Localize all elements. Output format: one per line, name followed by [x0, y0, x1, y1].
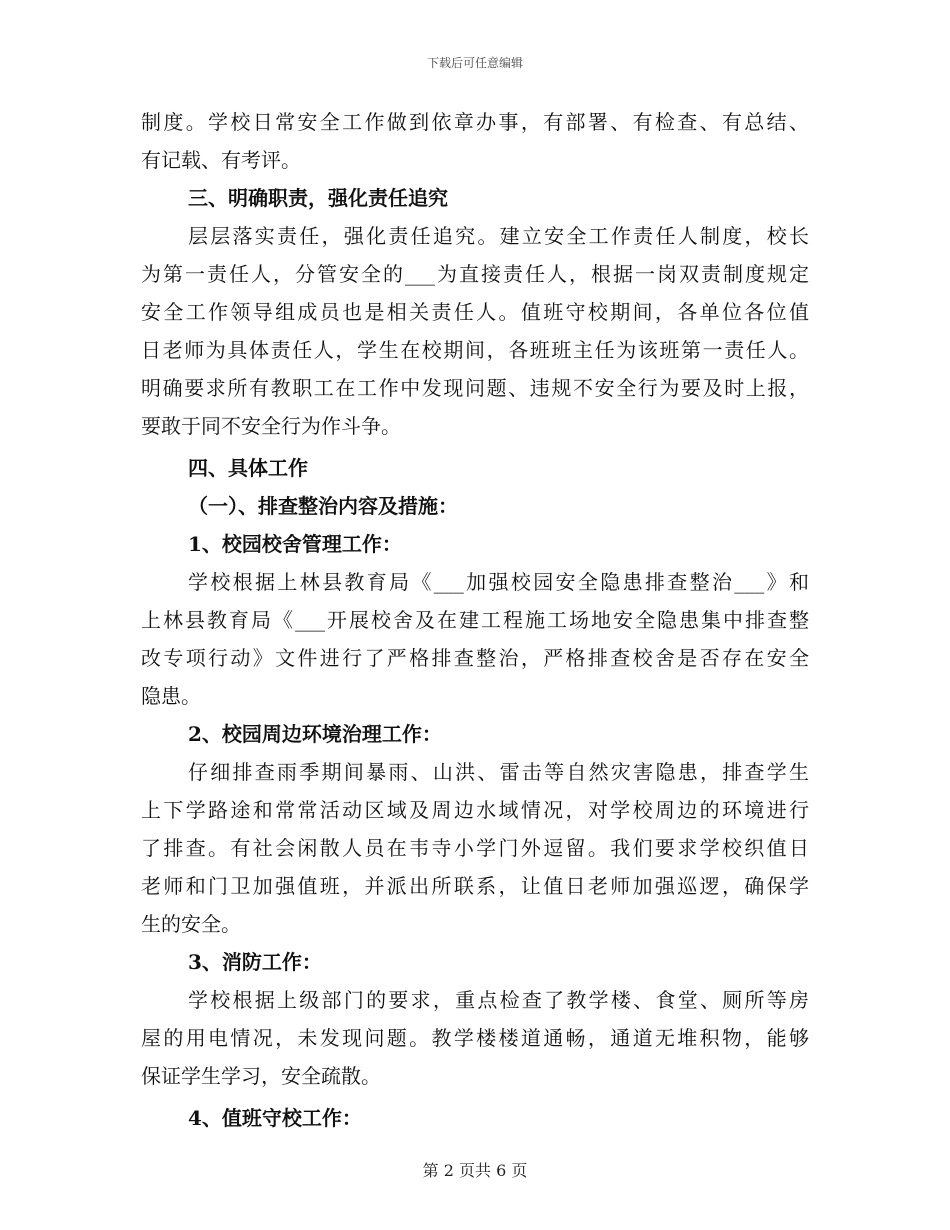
paragraph-line: 上林县教育局《___开展校舍及在建工程施工场地安全隐患集中排查整: [141, 608, 809, 632]
paragraph-line: 隐患。: [141, 684, 201, 708]
paragraph-line: 保证学生学习，安全疏散。: [141, 1064, 381, 1088]
paragraph-line: 制度。学校日常安全工作做到依章办事，有部署、有检查、有总结、: [141, 110, 809, 134]
item-heading: 2、校园周边环境治理工作：: [188, 722, 442, 746]
paragraph-line: 明确要求所有教职工在工作中发现问题、违规不安全行为要及时上报，: [141, 376, 809, 400]
item-heading: 1、校园校舍管理工作：: [188, 532, 402, 556]
page-footer: 第 2 页共 6 页: [422, 1161, 528, 1180]
paragraph-line: 生的安全。: [141, 912, 241, 936]
paragraph-line: 了排查。有社会闲散人员在韦寺小学门外逗留。我们要求学校织值日: [141, 836, 809, 860]
item-heading: 3、消防工作：: [188, 950, 322, 974]
paragraph-line: 老师和门卫加强值班，并派出所联系，让值日老师加强巡逻，确保学: [141, 874, 809, 898]
paragraph-line: 屋的用电情况，未发现问题。教学楼楼道通畅，通道无堆积物，能够: [141, 1026, 809, 1050]
paragraph-line: 学校根据上林县教育局《___加强校园安全隐患排查整治___》和: [188, 570, 809, 594]
paragraph-line: 学校根据上级部门的要求，重点检查了教学楼、食堂、厕所等房: [188, 988, 809, 1012]
page-header: 下载后可任意编辑: [426, 56, 523, 70]
subsection-heading: （一）、排查整治内容及措施：: [188, 494, 458, 518]
document-body: [141, 103, 809, 1137]
item-heading: 4、值班守校工作：: [188, 1106, 362, 1130]
paragraph-line: 改专项行动》文件进行了严格排查整治，严格排查校舍是否存在安全: [141, 646, 809, 670]
paragraph-line: 安全工作领导组成员也是相关责任人。值班守校期间，各单位各位值: [141, 300, 809, 324]
paragraph-line: 上下学路途和常常活动区域及周边水域情况，对学校周边的环境进行: [141, 798, 809, 822]
paragraph-line: 要敢于同不安全行为作斗争。: [141, 414, 401, 438]
paragraph-line: 有记载、有考评。: [141, 148, 301, 172]
paragraph-line: 层层落实责任，强化责任追究。建立安全工作责任人制度，校长: [188, 224, 809, 248]
section-heading: 三、明确职责，强化责任追究: [188, 186, 448, 210]
paragraph-line: 仔细排查雨季期间暴雨、山洪、雷击等自然灾害隐患，排查学生: [188, 760, 809, 784]
section-heading: 四、具体工作: [188, 456, 308, 480]
paragraph-line: 日老师为具体责任人，学生在校期间，各班班主任为该班第一责任人。: [141, 338, 809, 362]
paragraph-line: 为第一责任人，分管安全的___为直接责任人，根据一岗双责制度规定: [141, 262, 809, 286]
